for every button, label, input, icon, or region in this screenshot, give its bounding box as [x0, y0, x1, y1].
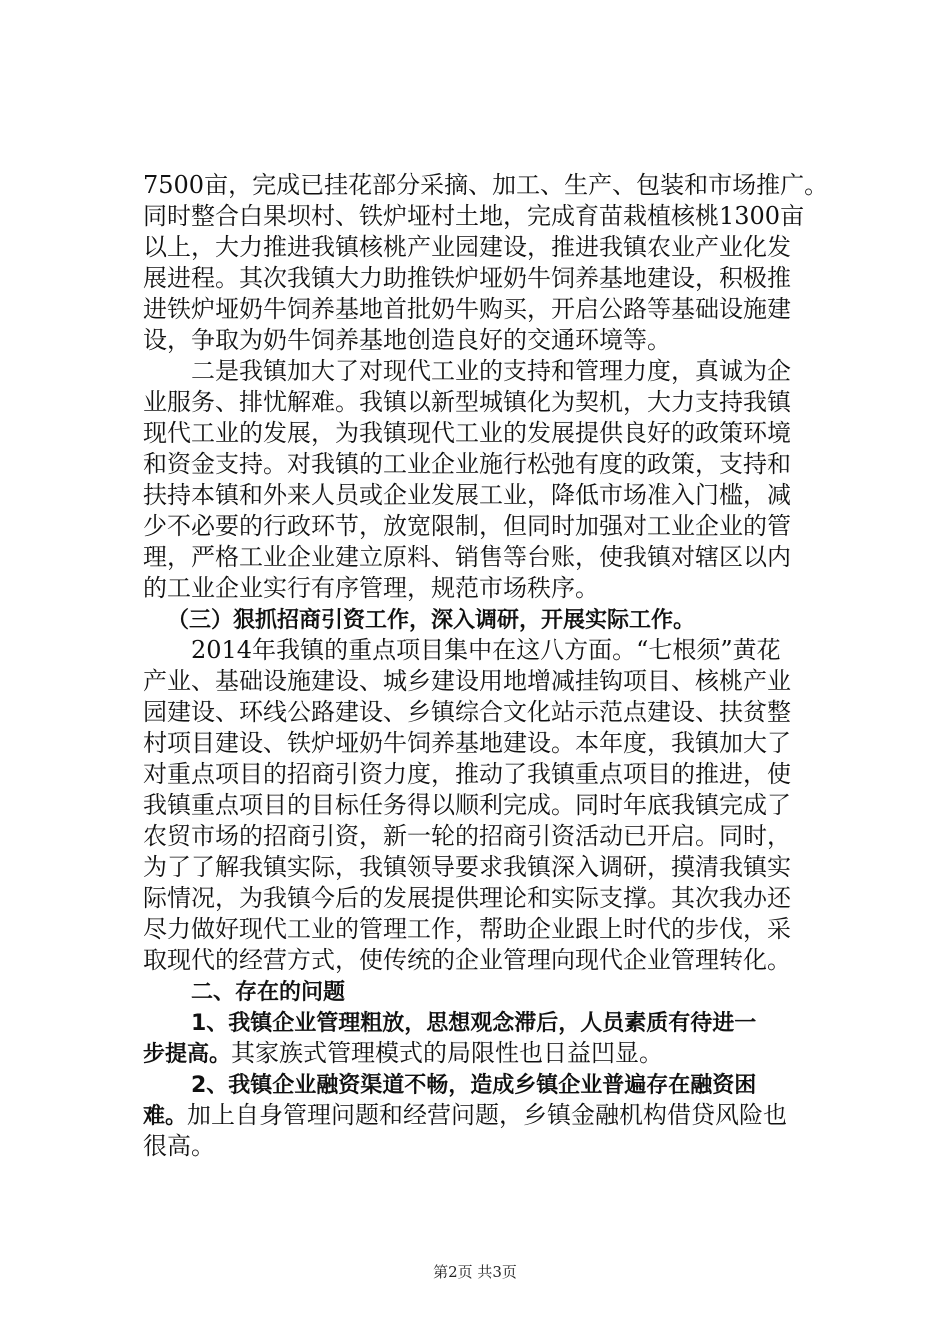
text-line	[143, 728, 833, 759]
text-line	[143, 325, 833, 356]
body-text: 我镇重点项目的目标任务得以顺利完成。同时年底我镇完成了	[143, 791, 791, 819]
body-text: 取现代的经营方式，使传统的企业管理向现代企业管理转化。	[143, 946, 791, 974]
text-line	[143, 635, 833, 666]
bold-text: 步提高。	[143, 1042, 232, 1067]
bold-text: 1、我镇企业管理粗放，思想观念滞后，人员素质有待进一	[191, 1011, 757, 1036]
text-line	[143, 976, 833, 1007]
text-line	[143, 945, 833, 976]
text-line	[143, 604, 833, 635]
bold-text: 难。	[143, 1104, 188, 1129]
bold-text: （三）狠抓招商引资工作，深入调研，开展实际工作。	[167, 608, 696, 633]
text-line	[143, 1038, 833, 1069]
body-text: 其家族式管理模式的局限性也日益凹显。	[231, 1039, 664, 1067]
text-line	[143, 759, 833, 790]
bold-text: 二、存在的问题	[191, 980, 346, 1005]
text-line	[143, 294, 833, 325]
text-line	[143, 697, 833, 728]
body-text: 农贸市场的招商引资，新一轮的招商引资活动已开启。同时，	[143, 822, 791, 850]
text-line	[143, 418, 833, 449]
text-line	[143, 356, 833, 387]
text-line	[143, 387, 833, 418]
text-line	[143, 1007, 833, 1038]
body-text: 二是我镇加大了对现代工业的支持和管理力度，真诚为企	[191, 357, 791, 385]
body-text: 设，争取为奶牛饲养基地创造良好的交通环境等。	[143, 326, 671, 354]
text-line	[143, 511, 833, 542]
text-line	[143, 1069, 833, 1100]
body-text: 为了了解我镇实际，我镇领导要求我镇深入调研，摸清我镇实	[143, 853, 791, 881]
document-body	[143, 170, 833, 1162]
text-line	[143, 170, 833, 201]
body-text: 展进程。其次我镇大力助推铁炉垭奶牛饲养基地建设，积极推	[143, 264, 791, 292]
body-text: 际情况，为我镇今后的发展提供理论和实际支撑。其次我办还	[143, 884, 791, 912]
bold-text: 2、我镇企业融资渠道不畅，造成乡镇企业普遍存在融资困	[191, 1073, 757, 1098]
body-text: 同时整合白果坝村、铁炉垭村土地，完成育苗栽植核桃1300亩	[143, 202, 805, 230]
body-text: 对重点项目的招商引资力度，推动了我镇重点项目的推进，使	[143, 760, 791, 788]
body-text: 以上，大力推进我镇核桃产业园建设，推进我镇农业产业化发	[143, 233, 791, 261]
text-line	[143, 1100, 833, 1131]
text-line	[143, 883, 833, 914]
text-line	[143, 232, 833, 263]
text-line	[143, 790, 833, 821]
text-line	[143, 852, 833, 883]
body-text: 加上自身管理问题和经营问题，乡镇金融机构借贷风险也	[187, 1101, 788, 1129]
text-line	[143, 573, 833, 604]
body-text: 2014年我镇的重点项目集中在这八方面。“七根须”黄花	[191, 636, 781, 664]
body-text: 的工业企业实行有序管理，规范市场秩序。	[143, 574, 599, 602]
text-line	[143, 263, 833, 294]
page-footer: 第2页 共3页	[433, 1263, 517, 1281]
body-text: 园建设、环线公路建设、乡镇综合文化站示范点建设、扶贫整	[143, 698, 791, 726]
text-line	[143, 821, 833, 852]
body-text: 产业、基础设施建设、城乡建设用地增减挂钩项目、核桃产业	[143, 667, 791, 695]
body-text: 7500亩，完成已挂花部分采摘、加工、生产、包装和市场推广。	[143, 171, 829, 199]
text-line	[143, 449, 833, 480]
body-text: 业服务、排忧解难。我镇以新型城镇化为契机，大力支持我镇	[143, 388, 791, 416]
text-line	[143, 1131, 833, 1162]
body-text: 尽力做好现代工业的管理工作，帮助企业跟上时代的步伐，采	[143, 915, 791, 943]
body-text: 进铁炉垭奶牛饲养基地首批奶牛购买，开启公路等基础设施建	[143, 295, 791, 323]
text-line	[143, 914, 833, 945]
body-text: 扶持本镇和外来人员或企业发展工业，降低市场准入门槛，减	[143, 481, 791, 509]
text-line	[143, 542, 833, 573]
body-text: 少不必要的行政环节，放宽限制，但同时加强对工业企业的管	[143, 512, 791, 540]
text-line	[143, 480, 833, 511]
body-text: 理，严格工业企业建立原料、销售等台账，使我镇对辖区以内	[143, 543, 791, 571]
text-line	[143, 666, 833, 697]
body-text: 和资金支持。对我镇的工业企业施行松弛有度的政策，支持和	[143, 450, 791, 478]
body-text: 很高。	[143, 1132, 215, 1160]
body-text: 现代工业的发展，为我镇现代工业的发展提供良好的政策环境	[143, 419, 791, 447]
body-text: 村项目建设、铁炉垭奶牛饲养基地建设。本年度，我镇加大了	[143, 729, 791, 757]
text-line	[143, 201, 833, 232]
